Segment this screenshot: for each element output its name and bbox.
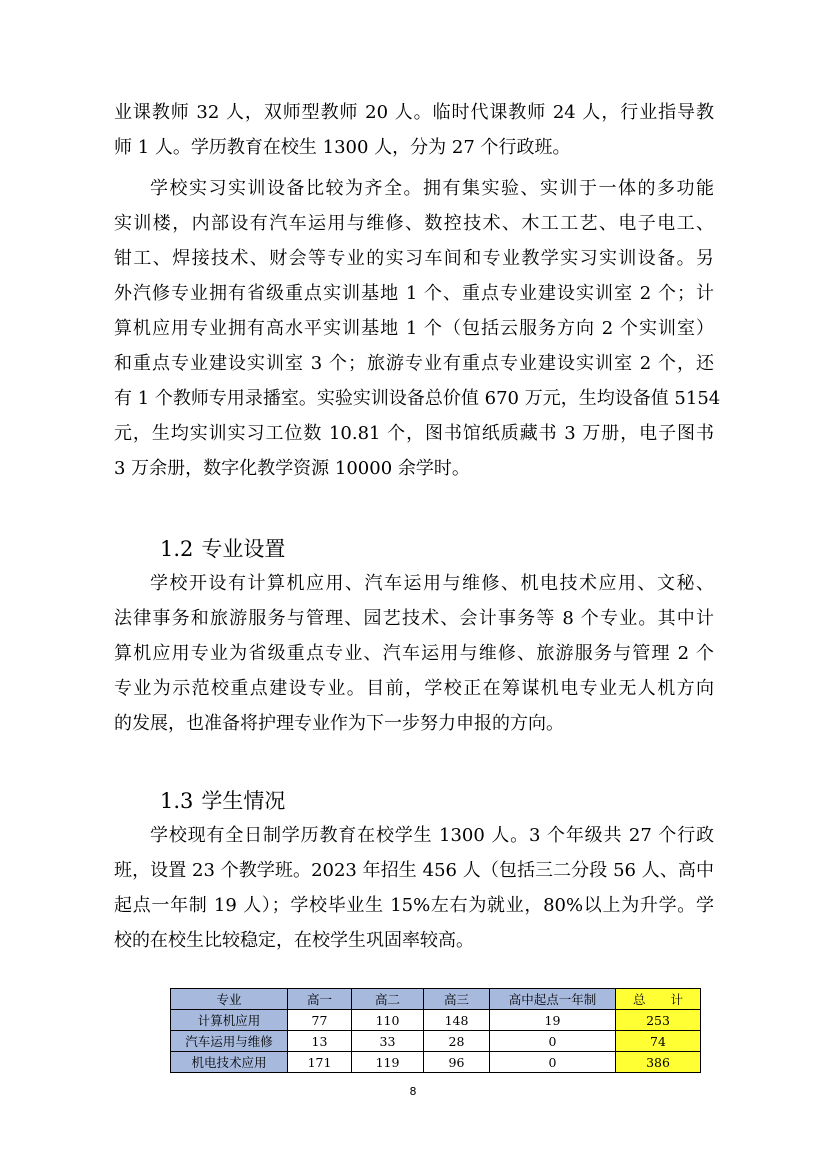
total-cell: 74 [616, 1031, 701, 1052]
text-line: 学校实习实训设备比较为齐全。拥有集实验、实训于一体的多功能 [150, 178, 714, 199]
section-number: 1.2 [160, 537, 194, 561]
total-cell: 253 [616, 1010, 701, 1031]
text-line: 和重点专业建设实训室 3 个；旅游专业有重点专业建设实训室 2 个，还 [114, 353, 714, 374]
column-header: 高二 [352, 989, 424, 1010]
text-line: 外汽修专业拥有省级重点实训基地 1 个、重点专业建设实训室 2 个；计 [114, 283, 714, 304]
table-cell: 77 [288, 1010, 352, 1031]
text-line: 班，设置 23 个教学班。2023 年招生 456 人（包括三二分段 56 人、高中 [114, 860, 714, 881]
table-cell: 148 [424, 1010, 490, 1031]
section-number: 1.3 [160, 789, 194, 813]
text-line: 的发展，也准备将护理专业作为下一步努力申报的方向。 [114, 713, 564, 734]
table-cell: 19 [490, 1010, 616, 1031]
total-cell: 386 [616, 1052, 701, 1073]
table-row [171, 1010, 701, 1031]
text-line: 元，生均实训实习工位数 10.81 个，图书馆纸质藏书 3 万册，电子图书 [114, 423, 714, 444]
section-heading-students [160, 786, 285, 816]
table-cell: 119 [352, 1052, 424, 1073]
section-title: 专业设置 [201, 537, 286, 561]
row-header: 机电技术应用 [171, 1052, 288, 1073]
table-cell: 0 [490, 1052, 616, 1073]
paragraph-majors [114, 566, 714, 741]
column-header: 高三 [424, 989, 490, 1010]
text-line: 钳工、焊接技术、财会等专业的实习车间和专业教学实习实训设备。另 [114, 248, 714, 269]
table-cell: 171 [288, 1052, 352, 1073]
text-line: 算机应用专业拥有高水平实训基地 1 个（包括云服务方向 2 个实训室） [114, 318, 714, 339]
table-cell: 110 [352, 1010, 424, 1031]
paragraph-equipment [114, 171, 721, 486]
student-count-table [170, 988, 701, 1073]
page-number: 8 [409, 1085, 417, 1098]
table-row [171, 1052, 701, 1073]
text-line: 3 万余册，数字化教学资源 10000 余学时。 [114, 458, 470, 479]
text-line: 起点一年制 19 人）；学校毕业生 15%左右为就业，80%以上为升学。学 [114, 895, 714, 916]
column-header: 高中起点一年制 [490, 989, 616, 1010]
table-cell: 13 [288, 1031, 352, 1052]
column-header: 高一 [288, 989, 352, 1010]
text-line: 校的在校生比较稳定，在校学生巩固率较高。 [114, 930, 474, 951]
row-header: 计算机应用 [171, 1010, 288, 1031]
paragraph-students [114, 818, 714, 958]
column-header-total: 总 计 [616, 989, 701, 1010]
text-line: 专业为示范校重点建设专业。目前，学校正在筹谋机电专业无人机方向 [114, 678, 714, 699]
text-line: 实训楼，内部设有汽车运用与维修、数控技术、木工工艺、电子电工、 [114, 213, 714, 234]
text-line: 师 1 人。学历教育在校生 1300 人，分为 27 个行政班。 [114, 137, 571, 158]
paragraph-staff [114, 95, 714, 165]
text-line: 算机应用专业为省级重点专业、汽车运用与维修、旅游服务与管理 2 个 [114, 643, 714, 664]
table-cell: 33 [352, 1031, 424, 1052]
column-header: 专业 [171, 989, 288, 1010]
section-heading-majors [160, 534, 285, 564]
table-header-row [171, 989, 701, 1010]
table-cell: 28 [424, 1031, 490, 1052]
table-row [171, 1031, 701, 1052]
text-line: 学校开设有计算机应用、汽车运用与维修、机电技术应用、文秘、 [150, 573, 714, 594]
text-line: 学校现有全日制学历教育在校学生 1300 人。3 个年级共 27 个行政 [150, 825, 714, 846]
section-title: 学生情况 [201, 789, 286, 813]
table-cell: 0 [490, 1031, 616, 1052]
text-line: 业课教师 32 人，双师型教师 20 人。临时代课教师 24 人，行业指导教 [114, 102, 714, 123]
table-cell: 96 [424, 1052, 490, 1073]
text-line: 法律事务和旅游服务与管理、园艺技术、会计事务等 8 个专业。其中计 [114, 608, 714, 629]
text-line: 有 1 个教师专用录播室。实验实训设备总价值 670 万元，生均设备值 5154 [114, 388, 721, 409]
row-header: 汽车运用与维修 [171, 1031, 288, 1052]
